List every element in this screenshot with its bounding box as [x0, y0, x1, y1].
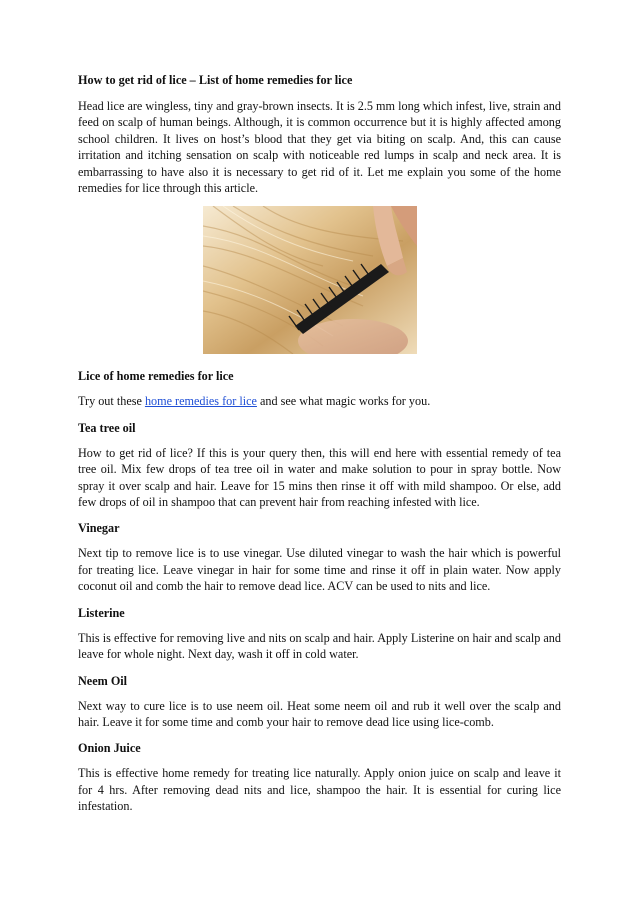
section-vinegar — [78, 520, 561, 594]
article — [78, 72, 561, 825]
hair-illustration — [203, 206, 417, 354]
section-heading: Tea tree oil — [78, 420, 136, 435]
section-text: This is effective home remedy for treating lice naturally. Apply onion juice on scalp and leave it for 4 hrs. After removing dead nits and lice, shampoo the hair. It is essential for curing lice infestation. — [78, 766, 561, 814]
section-heading: Neem Oil — [78, 673, 128, 688]
section-text: How to get rid of lice? If this is your query then, this will end here with essential remedy of tea tree oil. Mix few drops of tea tree oil in water and make solution to pour in spray bottle. Now spray it over scalp and hair. Leave for 15 mins then rinse it off with mild shampoo. Or else, add few drops of oil in shampoo that can prevent hair from reaching infested with lice. — [78, 445, 561, 510]
lice-comb-in-hair-photo — [203, 206, 417, 354]
section-heading: Onion Juice — [78, 741, 141, 756]
section-text: Next tip to remove lice is to use vinegar. Use diluted vinegar to wash the hair which is powerful for treating lice. Leave vinegar in hair for some time and rinse it off in plain water. Now apply coconut oil and comb the hair to remove dead lice. ACV can be used to nits and lice. — [78, 546, 561, 594]
section-onion-juice — [78, 740, 561, 814]
remedies-heading: Lice of home remedies for lice — [78, 369, 234, 384]
tryout-paragraph — [78, 393, 561, 409]
tryout-after: and see what magic works for you. — [256, 394, 431, 409]
section-text: Next way to cure lice is to use neem oil. Heat some neem oil and rub it well over the scalp and hair. Leave it for some time and comb your hair to remove dead lice using lice-comb. — [78, 698, 561, 729]
section-neem-oil — [78, 673, 561, 731]
intro-paragraph: Head lice are wingless, tiny and gray-brown insects. It is 2.5 mm long which infest, live, strain and feed on scalp of human beings. Although, it is common occurrence but it is highly affected among school children. It lives on host’s blood that they get via biting on scalp. And, this can cause irritation and itching sensation on scalp with noticeable red lumps in scalp and neck area. It is embarrassing to have also it is necessary to get rid of it. Let me explain you some of the home remedies for lice through this article. — [78, 99, 561, 196]
page-title: How to get rid of lice – List of home remedies for lice — [78, 73, 353, 87]
section-listerine — [78, 605, 561, 663]
section-heading: Vinegar — [78, 521, 120, 536]
section-text: This is effective for removing live and nits on scalp and hair. Apply Listerine on hair and scalp and leave for whole night. Next day, wash it off in cold water. — [78, 630, 561, 662]
tryout-before: Try out these — [78, 394, 145, 409]
section-heading: Listerine — [78, 605, 125, 620]
section-tea-tree-oil — [78, 420, 561, 511]
home-remedies-link[interactable]: home remedies for lice — [144, 394, 257, 409]
